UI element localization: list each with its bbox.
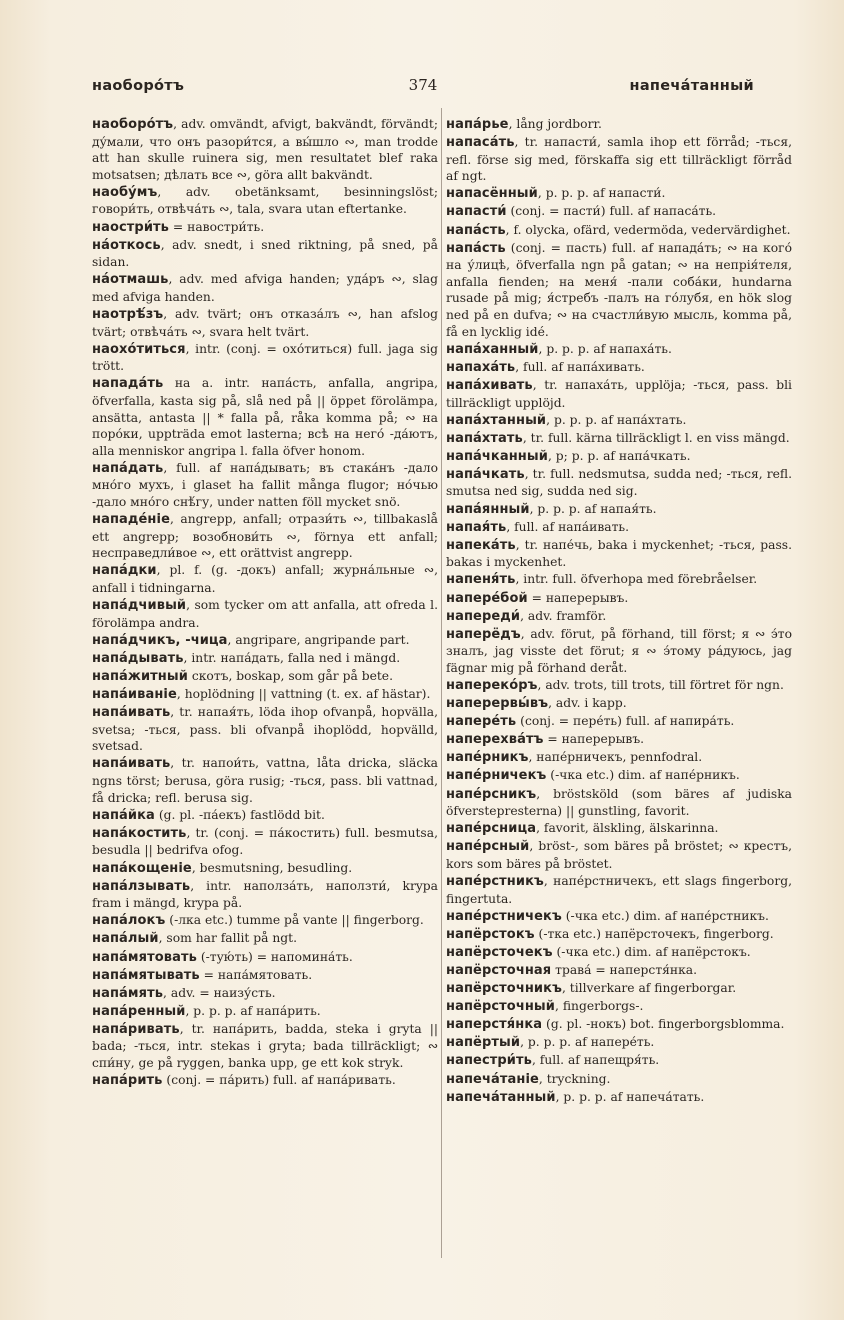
dictionary-entry (446, 695, 792, 713)
entry-definition: (-лка etc.) tumme på vante || fingerborg. (165, 913, 424, 928)
entry-headword: напа́чканный (446, 448, 548, 464)
dictionary-entry (92, 184, 438, 218)
dictionary-entry (446, 501, 792, 519)
entry-definition: , angrepp, anfall; отрази́ть ∾, tillbakaslå ett angrepp; возобнови́ть ∾, förnya ett anfall; несправедли́вое ∾, ett orättvist angrepp. (92, 512, 438, 561)
entry-headword: напе́рсный (446, 839, 530, 855)
dictionary-entry (446, 1071, 792, 1089)
entry-headword: напа́житный (92, 669, 188, 684)
dictionary-entry (446, 713, 792, 731)
entry-headword: напа́лзывать (92, 878, 191, 894)
entry-definition: , tr. full. kärna tillräckligt l. en viss mängd. (522, 430, 790, 445)
entry-definition: , tryckning. (538, 1071, 611, 1086)
dictionary-entry (446, 1016, 792, 1034)
dictionary-entry (92, 949, 438, 967)
entry-definition: (conj. = пере́ть) full. af напира́ть. (516, 714, 735, 729)
entry-definition: трава́ = наперстя́нка. (551, 963, 697, 977)
dictionary-entry (446, 203, 792, 221)
entry-headword: напа́ривать (92, 1021, 180, 1037)
dictionary-entry (446, 519, 792, 537)
entry-definition: (-чка etc.) dim. af напе́рникъ. (546, 768, 740, 783)
entry-headword: наперёдъ (446, 626, 521, 642)
entry-definition: , adv. snedt, i sned riktning, på sned, på sidan. (92, 237, 438, 270)
dictionary-entry (446, 377, 792, 411)
entry-definition: , besmutsning, besudling. (191, 860, 353, 875)
dictionary-entry (92, 878, 438, 912)
entry-headword: наперервы́въ (446, 696, 549, 712)
dictionary-entry (92, 686, 438, 704)
entry-headword: напёрсточекъ (446, 944, 553, 960)
entry-headword: напа́мятывать (92, 967, 200, 983)
entry-headword: наобу́мъ (92, 184, 158, 200)
page-number: 374 (408, 76, 438, 94)
entry-headword: напа́дывать (92, 650, 184, 666)
entry-headword: напа́рье (446, 117, 509, 132)
dictionary-entry (92, 511, 438, 562)
entry-definition: , p. p. p. af напа́рить. (185, 1003, 321, 1018)
entry-headword: напа́ханный (446, 341, 539, 357)
entry-headword: напа́дки (92, 563, 157, 579)
entry-headword: напа́хтанный (446, 412, 547, 428)
entry-headword: напе́рсникъ (446, 786, 537, 802)
entry-definition: , adv. i kapp. (548, 696, 627, 711)
entry-definition: , lång jordborr. (508, 117, 602, 131)
left-column (92, 116, 438, 1266)
dictionary-entry (92, 650, 438, 668)
entry-headword: напа́дчивый (92, 598, 187, 614)
entry-definition: , p. p. p. af напая́ть. (529, 501, 657, 516)
entry-headword: напаха́ть (446, 359, 516, 375)
entry-headword: напере́бой (446, 590, 528, 606)
column-divider (441, 108, 442, 1258)
dictionary-entry (446, 980, 792, 998)
dictionary-entry (446, 240, 792, 341)
entry-definition: , intr. (conj. = охо́титься) full. jaga sig trött. (92, 341, 438, 374)
entry-definition: , full. af напа́ивать. (506, 519, 629, 534)
header-right-guide-word: напеча́танный (629, 78, 754, 94)
entry-definition: , bröstsköld (som bäres af judiska öfverstepresterna) || gunstling, favorit. (446, 786, 792, 819)
entry-headword: напая́ть (446, 519, 507, 535)
entry-headword: напа́локъ (92, 913, 166, 929)
dictionary-entry (92, 116, 438, 183)
entry-headword: нападе́ніе (92, 512, 170, 528)
entry-headword: напа́ренный (92, 1003, 186, 1019)
dictionary-entry (92, 860, 438, 878)
entry-headword: напа́дать (92, 460, 164, 476)
dictionary-entry (446, 1034, 792, 1052)
entry-headword: напа́рить (92, 1073, 163, 1089)
dictionary-entry (92, 807, 438, 825)
page-header (92, 78, 754, 100)
entry-headword: напе́рсница (446, 821, 537, 837)
entry-definition: = наперерывъ. (527, 590, 629, 605)
entry-definition: , p; p. p. af напа́чкать. (547, 448, 691, 463)
entry-headword: напере́ть (446, 714, 517, 730)
dictionary-entry (446, 962, 792, 980)
entry-definition: , adv. obetänksamt, besinningslöst; говори́ть, отвѣча́ть ∾, tala, svara utan eftertanke. (92, 184, 438, 217)
dictionary-entry (446, 873, 792, 907)
entry-headword: напасённый (446, 186, 538, 202)
entry-headword: напа́сть (446, 222, 506, 238)
entry-definition: (g. pl. -па́екъ) fastlödd bit. (154, 807, 325, 822)
entry-headword: напа́хтать (446, 430, 523, 446)
dictionary-entry (446, 608, 792, 626)
entry-headword: напереко́ръ (446, 678, 538, 693)
entry-definition: , tr. напая́ть, löda ihop ofvanpå, hopvälla, svetsa; -ться, pass. bli ofvanpå ihoplödd, hopvälld, svetsad. (92, 705, 438, 754)
dictionary-entry (446, 677, 792, 695)
entry-headword: напасти́ (446, 204, 507, 220)
dictionary-entry (446, 838, 792, 872)
right-column (446, 116, 792, 1266)
dictionary-entry (92, 341, 438, 375)
entry-definition: , som tycker om att anfalla, att ofreda l. förolämpa andra. (92, 598, 438, 630)
dictionary-entry (446, 749, 792, 767)
dictionary-entry (92, 704, 438, 755)
entry-definition: , p. p. p. af напа́хтать. (546, 412, 687, 427)
dictionary-entry (92, 271, 438, 305)
dictionary-entry (446, 998, 792, 1016)
entry-definition: , adv. framför. (520, 608, 607, 623)
dictionary-entry (446, 1052, 792, 1070)
entry-definition: , f. olycka, ofärd, vedermöda, vedervärdighet. (505, 222, 791, 237)
dictionary-entry (92, 912, 438, 930)
dictionary-entry (92, 755, 438, 806)
entry-headword: напе́рничекъ (446, 768, 547, 784)
entry-headword: наотрѣ́зъ (92, 307, 164, 323)
entry-headword: напа́чкать (446, 466, 525, 482)
entry-headword: напеча́танный (446, 1089, 556, 1105)
entry-definition: , tr. напе́чь, baka i myckenhet; -ться, pass. bakas i myckenhet. (446, 537, 792, 570)
entry-definition: , hoplödning || vattning (t. ex. af hästar). (176, 687, 431, 702)
entry-definition: , tillverkare af fingerborgar. (561, 981, 737, 996)
entry-definition: , full. af напа́дывать; въ стака́нъ -дало мно́го мухъ, i glaset ha fallit många flugor; но́чью -дало мно́го снѣ́гу, under natten föll mycket snö. (92, 460, 438, 510)
entry-headword: напа́кощеніе (92, 860, 192, 876)
dictionary-entry (446, 944, 792, 962)
entry-headword: наохо́титься (92, 341, 186, 357)
dictionary-entry (446, 185, 792, 203)
entry-definition: (conj. = пасть) full. af напада́ть; ∾ на кого́ на у́лицѣ, öfverfalla ngn på gatan; ∾ на непрія́теля, anfalla fienden; на меня́ -пали соба́ки, hundarna rusade på mig; я́стребъ -палъ на го́лубя, en hök slog ned på en dufva; ∾ на счастли́вую мысль, komma på, få en lycklig idé. (446, 240, 792, 339)
entry-headword: напа́йка (92, 807, 155, 823)
dictionary-entry (92, 985, 438, 1003)
entry-definition: (conj. = пасти́) full. af напаса́ть. (506, 204, 717, 219)
entry-headword: наоборо́тъ (92, 117, 174, 132)
entry-headword: напа́янный (446, 501, 530, 517)
dictionary-entry (446, 359, 792, 377)
dictionary-entry (92, 237, 438, 271)
entry-headword: напа́ивать (92, 705, 171, 721)
entry-headword: напа́мятовать (92, 949, 197, 965)
entry-definition: , p. p. p. af напасти́. (537, 186, 666, 201)
entry-definition: , p. p. p. af напеча́тать. (555, 1089, 705, 1104)
entry-headword: напёрстокъ (446, 926, 535, 942)
entry-headword: напа́хивать (446, 377, 533, 393)
entry-definition: , adv. tvärt; онъ отказа́лъ ∾, han afslog tvärt; отвѣча́ть ∾, svara helt tvärt. (92, 307, 438, 339)
entry-headword: наперстя́нка (446, 1017, 543, 1033)
entry-headword: напада́ть (92, 376, 164, 392)
entry-definition: (-тка etc.) напёрсточекъ, fingerborg. (534, 926, 774, 941)
dictionary-entry (446, 412, 792, 430)
entry-definition: (g. pl. -нокъ) bot. fingerborgsblomma. (542, 1017, 785, 1032)
dictionary-entry (92, 825, 438, 859)
entry-definition: , adv. med afviga handen; уда́ръ ∾, slag med afviga handen. (92, 272, 438, 304)
entry-headword: напестри́ть (446, 1053, 532, 1069)
entry-definition: , p. p. p. af напере́ть. (520, 1035, 655, 1050)
entry-headword: напеня́ть (446, 572, 516, 588)
dictionary-entry (446, 134, 792, 185)
entry-definition: , tr. full. nedsmutsa, sudda ned; -ться, refl. smutsa ned sig, sudda ned sig. (446, 466, 792, 499)
entry-definition: , full. af напа́хивать. (515, 359, 645, 374)
entry-definition: , tr. напа́рить, badda, steka i gryta || bada; -ться, intr. stekas i gryta; bada tillräckligt; ∾ спи́ну, ge på ryggen, banka upp, ge ett kok stryk. (92, 1021, 438, 1071)
entry-definition: , напе́рстничекъ, ett slags fingerborg, fingertuta. (446, 874, 792, 906)
header-left-guide-word: наоборо́тъ (92, 78, 185, 94)
entry-headword: напёртый (446, 1035, 521, 1051)
entry-definition: , tr. напои́ть, vattna, låta dricka, släcka ngns törst; berusa, göra rusig; -ться, pass. bli vattnad, få dricka; refl. berusa sig. (92, 756, 438, 805)
entry-headword: напе́рникъ (446, 750, 529, 766)
dictionary-entry (446, 448, 792, 466)
entry-definition: , adv. förut, på förhand, till först; я ∾ э́то зналъ, jag visste det förut; я ∾ э́тому ра́дуюсь, jag fägnar mig på förhand deråt. (446, 626, 792, 675)
entry-definition: , adv. omvändt, afvigt, bakvändt, förvändt; ду́мали, что онъ разори́тся, а вы́шло ∾, man trodde att han skulle ruinera sig, men resultatet blef raka motsatsen; дѣлать все ∾, göra allt bakvändt. (92, 117, 438, 182)
dictionary-entry (446, 908, 792, 926)
entry-headword: наостри́ть (92, 219, 169, 235)
entry-headword: напа́лый (92, 931, 159, 947)
dictionary-entry (92, 219, 438, 237)
dictionary-entry (446, 786, 792, 820)
entry-definition: , tr. (conj. = па́костить) full. besmutsa, besudla || bedrifva ofog. (92, 825, 438, 858)
entry-headword: напе́рстничекъ (446, 908, 562, 924)
entry-definition: , angripare, angripande part. (227, 632, 410, 647)
dictionary-entry (446, 767, 792, 785)
dictionary-entry (92, 375, 438, 459)
entry-headword: напа́ивать (92, 756, 171, 772)
entry-definition: , intr. full. öfverhopa med förebråelser. (515, 572, 758, 587)
entry-definition: = наперерывъ. (543, 732, 645, 747)
entry-headword: напереди́ (446, 608, 521, 624)
entry-headword: напа́сть (446, 240, 506, 256)
dictionary-entry (92, 1021, 438, 1072)
dictionary-entry (446, 341, 792, 359)
entry-definition: = навостри́ть. (169, 219, 265, 234)
entry-headword: напа́дчикъ, -чица (92, 632, 228, 648)
entry-definition: , adv. = наизу́сть. (163, 985, 276, 1000)
entry-headword: напеча́таніе (446, 1071, 539, 1087)
entry-headword: напека́ть (446, 537, 516, 553)
entry-definition: , p. p. p. af напаха́ть. (538, 341, 672, 356)
dictionary-entry (446, 571, 792, 589)
entry-definition: , intr. наполза́ть, наползти́, krypa fram i mängd, krypa på. (92, 878, 438, 911)
entry-headword: наперехва́тъ (446, 732, 544, 748)
entry-definition: , adv. trots, till trots, till förtret för ngn. (537, 678, 784, 692)
dictionary-entry (446, 926, 792, 944)
entry-definition: (conj. = па́рить) full. af напа́ривать. (162, 1073, 396, 1088)
entry-definition: = напа́мятовать. (199, 967, 313, 982)
entry-definition: скотъ, boskap, som går på bete. (187, 669, 393, 683)
entry-definition: , tr. напаха́ть, upplöja; -ться, pass. bli tillräckligt upplöjd. (446, 377, 792, 410)
entry-headword: напа́мять (92, 985, 164, 1001)
entry-headword: напёрсточный (446, 999, 556, 1015)
dictionary-entry (446, 537, 792, 571)
entry-definition: , intr. напа́дать, falla ned i mängd. (183, 650, 401, 665)
entry-definition: , som har fallit på ngt. (158, 931, 298, 946)
dictionary-entry (446, 820, 792, 838)
entry-definition: , bröst-, som bäres på bröstet; ∾ крестъ, kors som bäres på bröstet. (446, 839, 792, 871)
dictionary-entry (92, 967, 438, 985)
entry-headword: напёрсточная (446, 963, 552, 978)
entry-definition: , напе́рничекъ, pennfodral. (528, 750, 703, 765)
dictionary-entry (92, 306, 438, 340)
entry-headword: на́отмашь (92, 272, 169, 288)
dictionary-entry (446, 626, 792, 677)
entry-definition: (-чка etc.) dim. af напе́рстникъ. (561, 908, 769, 923)
dictionary-entry (446, 466, 792, 500)
dictionary-entry (92, 597, 438, 631)
dictionary-entry (446, 222, 792, 240)
entry-definition: , favorit, älskling, älskarinna. (536, 821, 719, 836)
dictionary-entry (92, 1072, 438, 1090)
dictionary-entry (92, 1003, 438, 1021)
entry-definition: на a. intr. напа́сть, anfalla, angripa, öfverfalla, kasta sig på, slå ned på || öppet förolämpa, ansätta, antasta || * falla på, råka komma på; ∾ на поро́ки, uppträda emot lasterna; всѣ на него́ -да́ютъ, alla menniskor angripa l. falla öfver honom. (92, 376, 438, 458)
entry-headword: напе́рстникъ (446, 874, 544, 890)
entry-definition: (-чка etc.) dim. af напёрстокъ. (552, 944, 751, 959)
entry-definition: , fingerborgs-. (555, 999, 644, 1014)
dictionary-entry (92, 930, 438, 948)
entry-headword: напа́костить (92, 825, 187, 841)
entry-headword: на́откось (92, 237, 161, 253)
dictionary-entry (92, 632, 438, 650)
dictionary-entry (92, 668, 438, 686)
dictionary-entry (446, 116, 792, 134)
dictionary-entry (446, 430, 792, 448)
dictionary-entry (446, 1089, 792, 1107)
dictionary-entry (92, 460, 438, 511)
entry-definition: , full. af напещря́ть. (531, 1053, 660, 1068)
dictionary-entry (446, 731, 792, 749)
dictionary-entry (92, 562, 438, 596)
entry-headword: напаса́ть (446, 135, 515, 151)
entry-definition: , pl. f. (g. -докъ) anfall; журна́льные ∾, anfall i tidningarna. (92, 563, 438, 596)
dictionary-entry (446, 590, 792, 608)
entry-headword: напёрсточникъ (446, 981, 562, 997)
entry-headword: напа́иваніе (92, 687, 177, 703)
entry-definition: (-тую́ть) = напомина́ть. (196, 949, 353, 964)
entry-definition: , tr. напасти́, samla ihop ett förråd; -ться, refl. förse sig med, förskaffa sig ett tillräckligt förråd af ngt. (446, 135, 792, 184)
